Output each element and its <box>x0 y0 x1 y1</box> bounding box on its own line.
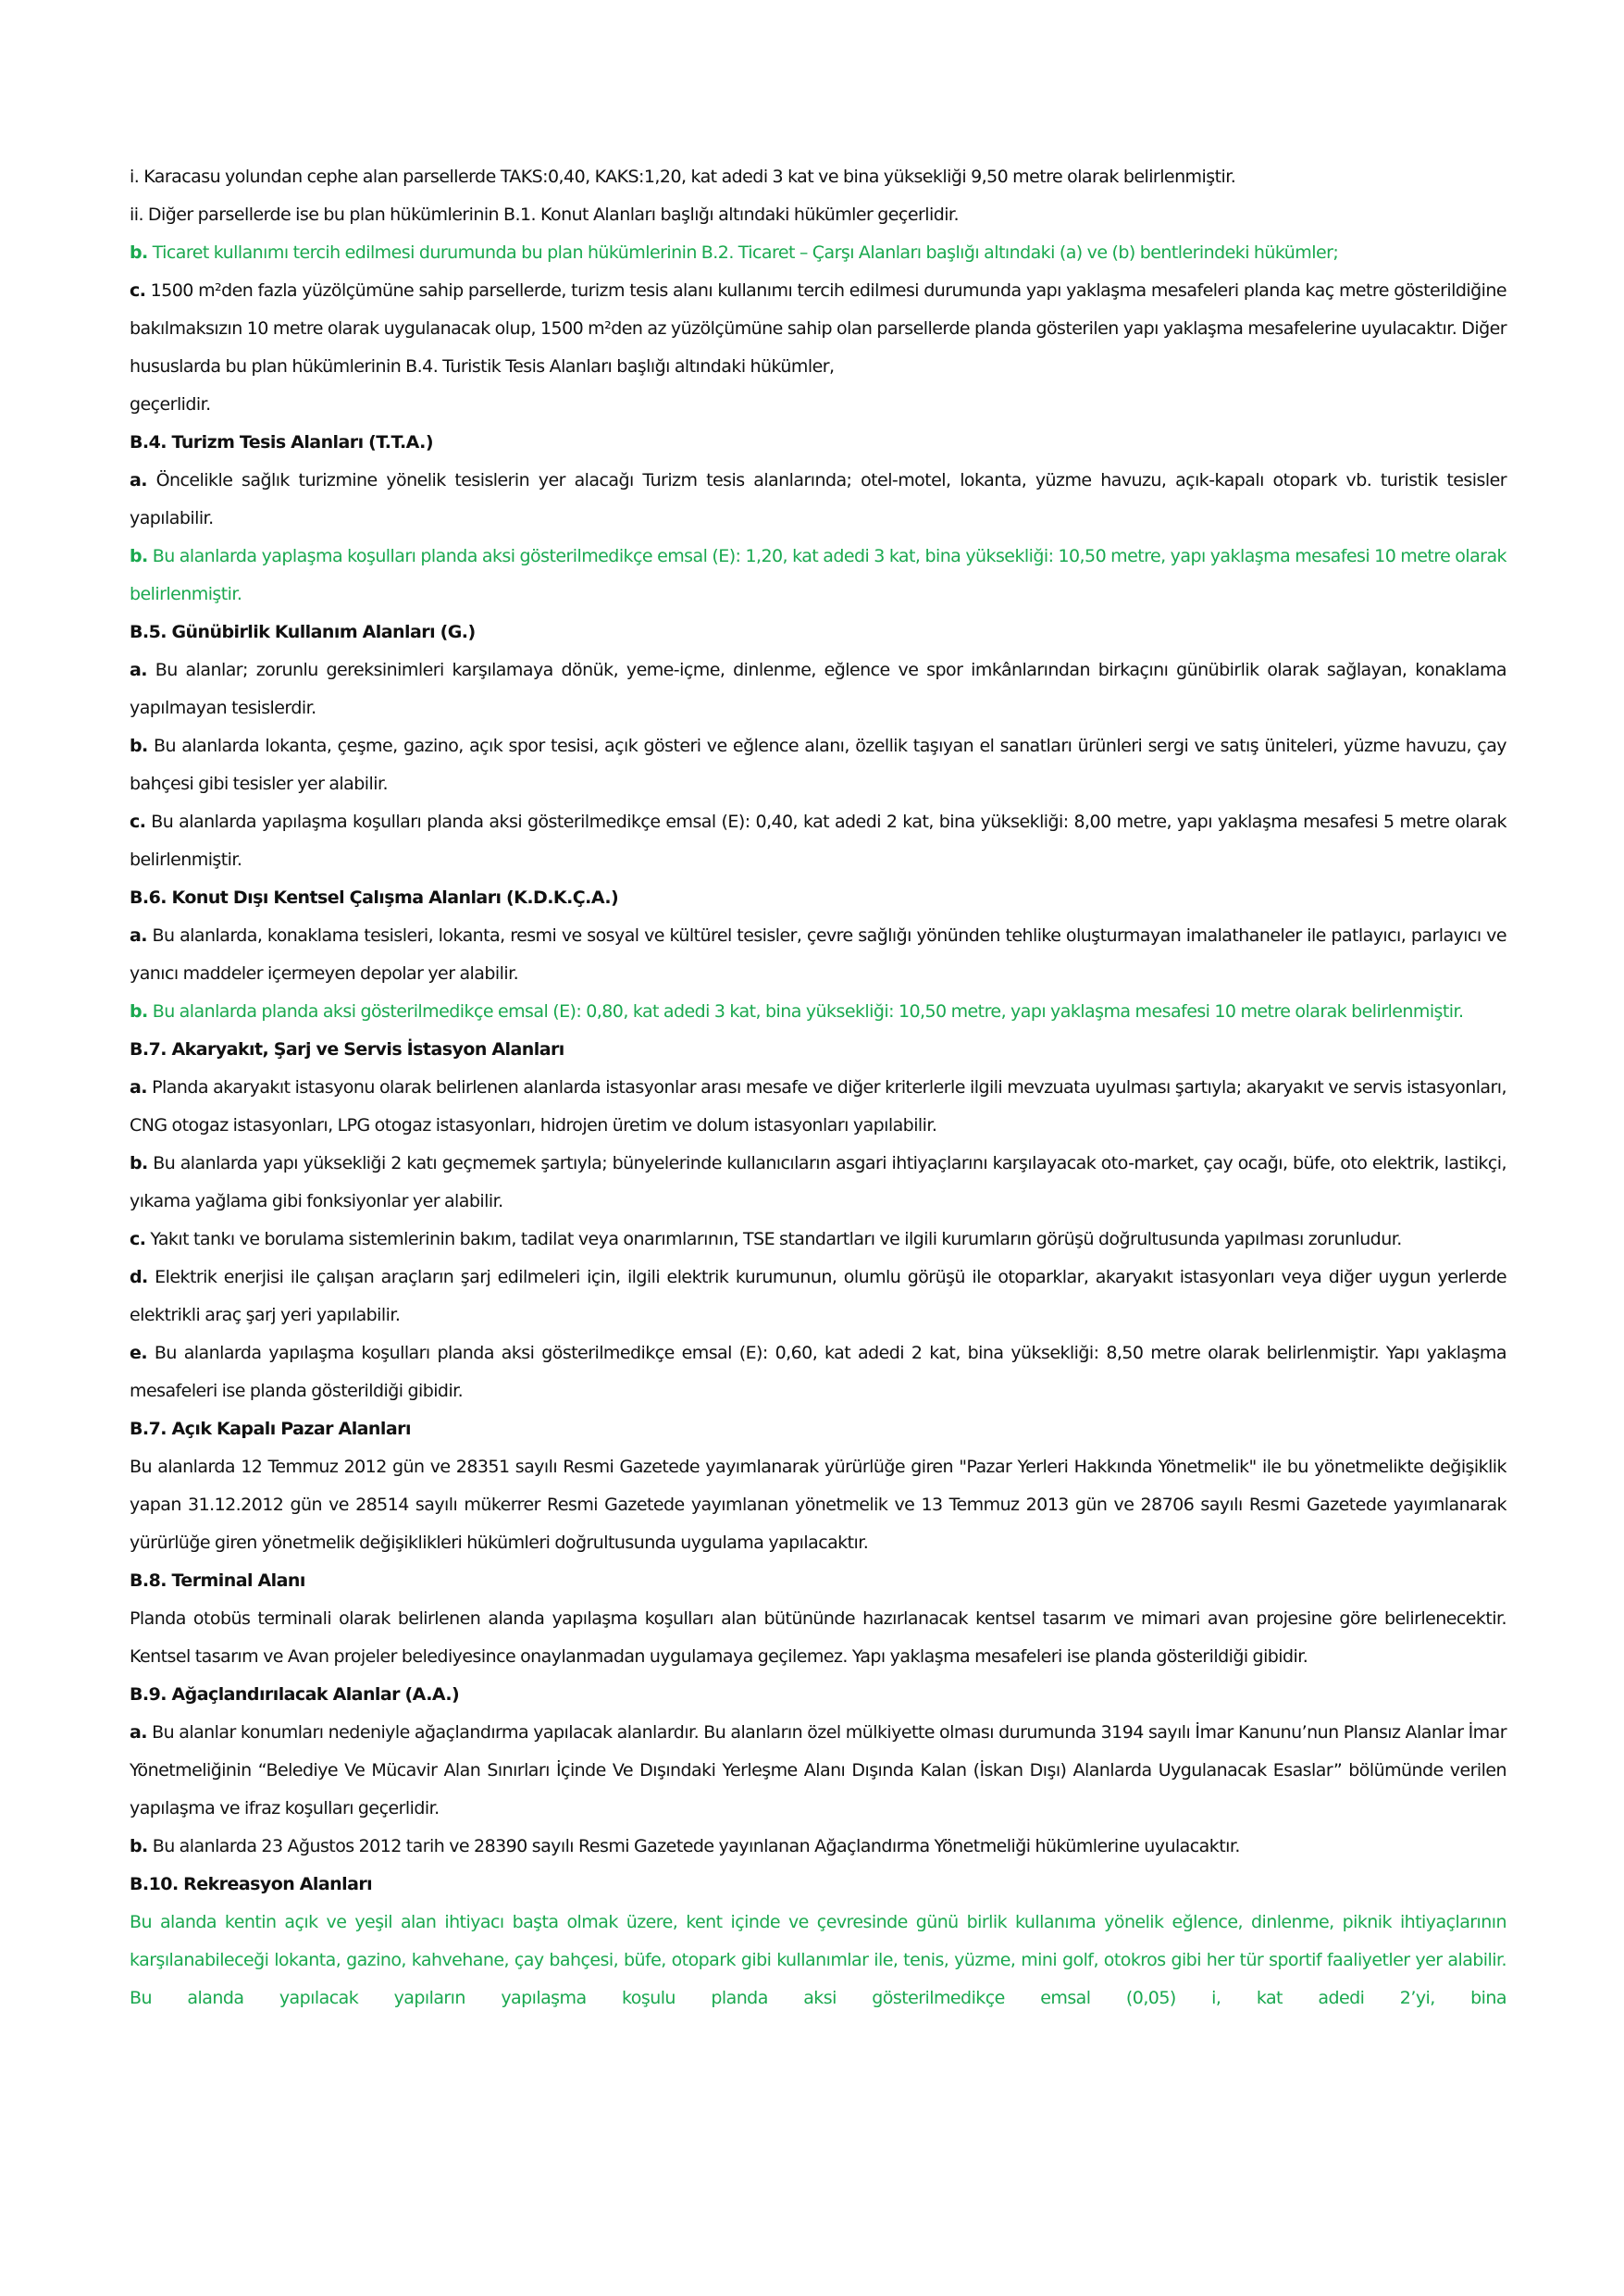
section-heading: B.7. Akaryakıt, Şarj ve Servis İstasyon Alanları <box>130 1039 564 1060</box>
paragraph <box>130 1069 1506 1145</box>
paragraph-text: Bu alanlarda 12 Temmuz 2012 gün ve 28351 sayılı Resmi Gazetede yayımlanarak yürürlüğe giren "Pazar Yerleri Hakkında Yönetmelik" ile bu yönetmelikte değişiklik yapan 31.12.2012 gün ve 28514 sayılı mükerrer Resmi Gazetede yayımlanan yönetmelik ve 13 Temmuz 2013 gün ve 28706 sayılı Resmi Gazetede yayımlanarak yürürlüğe giren yönetmelik değişiklikleri hükümleri doğrultusunda uygulama yapılacaktır. <box>130 1457 1506 1553</box>
paragraph <box>130 1828 1506 1866</box>
paragraph-text: Bu alanlarda 23 Ağustos 2012 tarih ve 28390 sayılı Resmi Gazetede yayınlanan Ağaçlandırma Yönetmeliği hükümlerine uyulacaktır. <box>147 1836 1240 1856</box>
section-heading: B.5. Günübirlik Kullanım Alanları (G.) <box>130 622 476 642</box>
item-label: c. <box>130 1229 146 1249</box>
paragraph <box>130 993 1506 1031</box>
paragraph-text: Bu alanlarda yapı yüksekliği 2 katı geçmemek şartıyla; bünyelerinde kullanıcıların asgari ihtiyaçlarını karşılayacak oto-market, çay ocağı, büfe, oto elektrik, lastikçi, yıkama yağlama gibi fonksiyonlar yer alabilir. <box>130 1153 1506 1211</box>
paragraph <box>130 1600 1506 1676</box>
paragraph <box>130 803 1506 879</box>
item-label: a. <box>130 1722 147 1743</box>
paragraph <box>130 386 1506 424</box>
item-label: c. <box>130 280 146 301</box>
paragraph-text: 1500 m²den fazla yüzölçümüne sahip parsellerde, turizm tesis alanı kullanımı tercih edilmesi durumunda yapı yaklaşma mesafeleri planda kaç metre gösterildiğine bakılmaksızın 10 metre olarak uygulanacak olup, 1500 m²den az yüzölçümüne sahip olan parsellerde planda gösterilen yapı yaklaşma mesafelerine uyulacaktır. Diğer hususlarda bu plan hükümlerinin B.4. Turistik Tesis Alanları başlığı altındaki hükümler, <box>130 280 1506 377</box>
item-label: a. <box>130 1077 147 1098</box>
section-heading: B.8. Terminal Alanı <box>130 1570 305 1591</box>
item-label: a. <box>130 925 147 946</box>
item-label: d. <box>130 1267 148 1287</box>
paragraph-text: Planda akaryakıt istasyonu olarak belirlenen alanlarda istasyonlar arası mesafe ve diğer kriterlerle ilgili mevzuata uyulması şartıyla; akaryakıt ve servis istasyonları, CNG otogaz istasyonları, LPG otogaz istasyonları, hidrojen üretim ve dolum istasyonları yapılabilir. <box>130 1077 1506 1136</box>
paragraph <box>130 1448 1506 1562</box>
section-heading: B.10. Rekreasyon Alanları <box>130 1874 373 1894</box>
section-heading: B.4. Turizm Tesis Alanları (T.T.A.) <box>130 432 433 453</box>
paragraph-text: Bu alanlarda, konaklama tesisleri, lokanta, resmi ve sosyal ve kültürel tesisler, çevre sağlığı yönünden tehlike oluşturmayan imalathaneler ile patlayıcı, parlayıcı ve yanıcı maddeler içermeyen depolar yer alabilir. <box>130 925 1506 984</box>
paragraph <box>130 917 1506 993</box>
paragraph-text: Bu alanlarda lokanta, çeşme, gazino, açık spor tesisi, açık gösteri ve eğlence alanı, özellik taşıyan el sanatları ürünleri sergi ve satış üniteleri, yüzme havuzu, çay bahçesi gibi tesisler yer alabilir. <box>130 736 1506 794</box>
paragraph-text: Bu alanlar; zorunlu gereksinimleri karşılamaya dönük, yeme-içme, dinlenme, eğlence ve spor imkânlarından birkaçını günübirlik olarak sağlayan, konaklama yapılmayan tesislerdir. <box>130 660 1506 718</box>
paragraph-text: Bu alanlarda planda aksi gösterilmedikçe emsal (E): 0,80, kat adedi 3 kat, bina yüksekliği: 10,50 metre, yapı yaklaşma mesafesi 10 metre olarak belirlenmiştir. <box>147 1001 1464 1022</box>
paragraph <box>130 1221 1506 1259</box>
document-page <box>130 158 1506 2017</box>
paragraph <box>130 196 1506 234</box>
paragraph <box>130 1259 1506 1334</box>
section-heading: B.7. Açık Kapalı Pazar Alanları <box>130 1419 411 1439</box>
paragraph <box>130 234 1506 272</box>
item-label: c. <box>130 812 146 832</box>
item-label: a. <box>130 660 147 680</box>
paragraph <box>130 1334 1506 1410</box>
paragraph <box>130 538 1506 614</box>
paragraph-text: ii. Diğer parsellerde ise bu plan hükümlerinin B.1. Konut Alanları başlığı altındaki hükümler geçerlidir. <box>130 205 959 225</box>
item-label: b. <box>130 242 148 263</box>
paragraph <box>130 727 1506 803</box>
paragraph <box>130 652 1506 727</box>
paragraph-text: Planda otobüs terminali olarak belirlenen alanda yapılaşma koşulları alan bütününde hazırlanacak kentsel tasarım ve mimari avan projesine göre belirlenecektir. Kentsel tasarım ve Avan projeler belediyesince onaylanmadan uygulamaya geçilemez. Yapı yaklaşma mesafeleri ise planda gösterildiği gibidir. <box>130 1608 1506 1667</box>
paragraph-text: Öncelikle sağlık turizmine yönelik tesislerin yer alacağı Turizm tesis alanlarında; otel-motel, lokanta, yüzme havuzu, açık-kapalı otopark vb. turistik tesisler yapılabilir. <box>130 470 1506 528</box>
item-label: b. <box>130 1001 148 1022</box>
item-label: a. <box>130 470 147 490</box>
paragraph-text: Bu alanlarda yapılaşma koşulları planda aksi gösterilmedikçe emsal (E): 0,40, kat adedi 2 kat, bina yüksekliği: 8,00 metre, yapı yaklaşma mesafesi 5 metre olarak belirlenmiştir. <box>130 812 1506 870</box>
paragraph <box>130 1714 1506 1828</box>
paragraph-text: Bu alanlarda yapılaşma koşulları planda aksi gösterilmedikçe emsal (E): 0,60, kat adedi 2 kat, bina yüksekliği: 8,50 metre olarak belirlenmiştir. Yapı yaklaşma mesafeleri ise planda gösterildiği gibidir. <box>130 1343 1506 1401</box>
paragraph-text: Bu alanlar konumları nedeniyle ağaçlandırma yapılacak alanlardır. Bu alanların özel mülkiyette olması durumunda 3194 sayılı İmar Kanunu’nun Plansız Alanlar İmar Yönetmeliğinin “Belediye Ve Mücavir Alan Sınırları İçinde Ve Dışındaki Yerleşme Alanı Dışında Kalan (İskan Dışı) Alanlarda Uygulanacak Esaslar” bölümünde verilen yapılaşma ve ifraz koşulları geçerlidir. <box>130 1722 1506 1818</box>
paragraph <box>130 1145 1506 1221</box>
paragraph-text: Bu alanda kentin açık ve yeşil alan ihtiyacı başta olmak üzere, kent içinde ve çevresinde günü birlik kullanıma yönelik eğlence, dinlenme, piknik ihtiyaçlarının karşılanabileceği lokanta, gazino, kahvehane, çay bahçesi, büfe, otopark gibi kullanımlar ile, tenis, yüzme, mini golf, otokros gibi her tür sportif faaliyetler yer alabilir. Bu alanda yapılacak yapıların yapılaşma koşulu planda aksi gösterilmedikçe emsal (0,05) i, kat adedi 2’yi, bina <box>130 1912 1506 2008</box>
paragraph-text: geçerlidir. <box>130 394 211 415</box>
item-label: b. <box>130 1153 148 1173</box>
paragraph-text: Elektrik enerjisi ile çalışan araçların şarj edilmeleri için, ilgili elektrik kurumunun, olumlu görüşü ile otoparklar, akaryakıt istasyonları veya diğer uygun yerlerde elektrikli araç şarj yeri yapılabilir. <box>130 1267 1506 1325</box>
section-heading: B.9. Ağaçlandırılacak Alanlar (A.A.) <box>130 1684 460 1705</box>
item-label: b. <box>130 546 148 566</box>
paragraph <box>130 272 1506 386</box>
paragraph <box>130 462 1506 538</box>
section-heading: B.6. Konut Dışı Kentsel Çalışma Alanları (K.D.K.Ç.A.) <box>130 887 619 908</box>
paragraph-text: Yakıt tankı ve borulama sistemlerinin bakım, tadilat veya onarımlarının, TSE standartları ve ilgili kurumların görüşü doğrultusunda yapılması zorunludur. <box>145 1229 1402 1249</box>
paragraph-text: Bu alanlarda yaplaşma koşulları planda aksi gösterilmedikçe emsal (E): 1,20, kat adedi 3 kat, bina yüksekliği: 10,50 metre, yapı yaklaşma mesafesi 10 metre olarak belirlenmiştir. <box>130 546 1506 604</box>
paragraph <box>130 158 1506 196</box>
item-label: b. <box>130 736 148 756</box>
paragraph <box>130 1904 1506 2017</box>
paragraph-text: i. Karacasu yolundan cephe alan parsellerde TAKS:0,40, KAKS:1,20, kat adedi 3 kat ve bina yüksekliği 9,50 metre olarak belirlenmiştir. <box>130 167 1236 187</box>
item-label: b. <box>130 1836 148 1856</box>
item-label: e. <box>130 1343 148 1363</box>
paragraph-text: Ticaret kullanımı tercih edilmesi durumunda bu plan hükümlerinin B.2. Ticaret – Çarşı Alanları başlığı altındaki (a) ve (b) bentlerindeki hükümler; <box>147 242 1339 263</box>
